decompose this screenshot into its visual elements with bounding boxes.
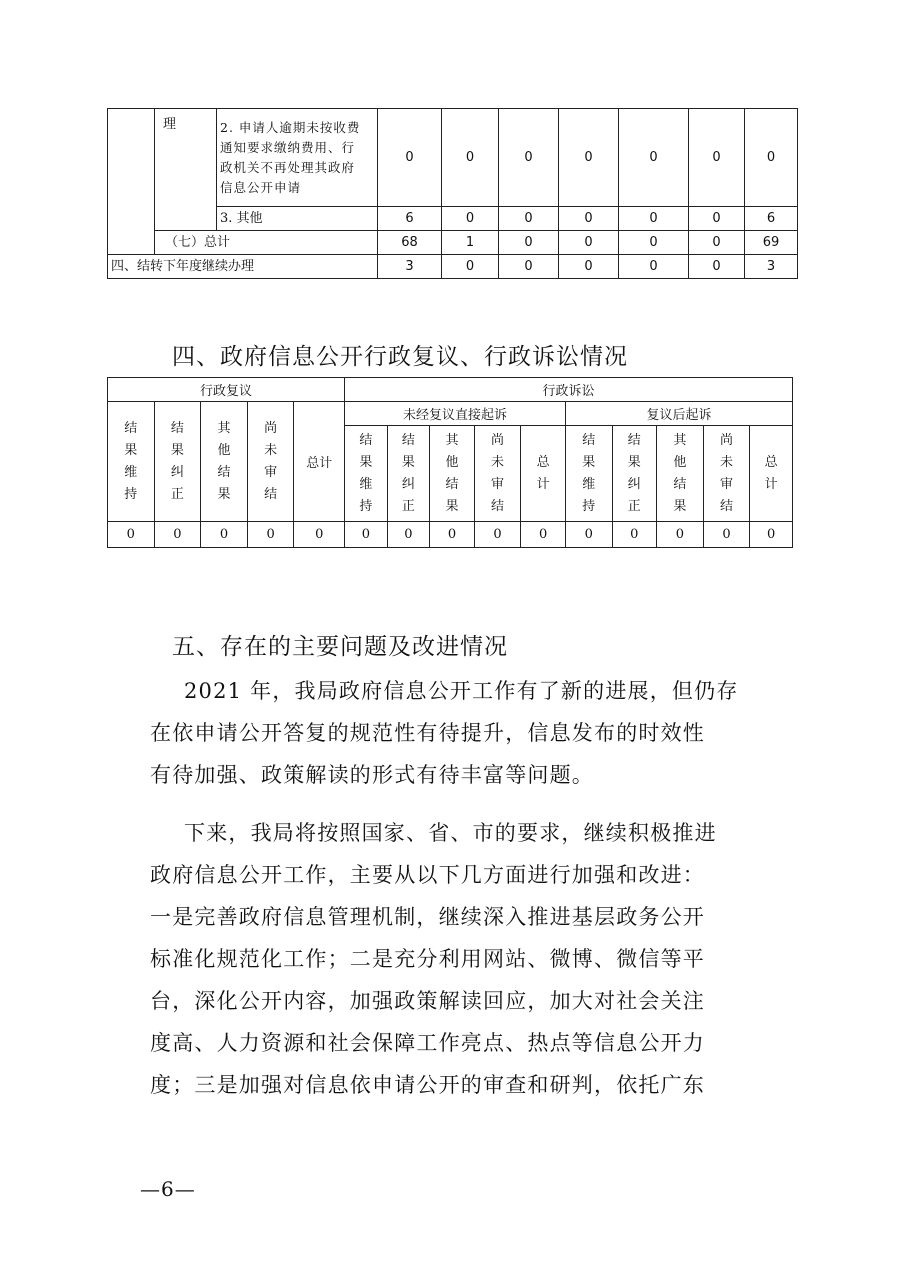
paragraph-line: 有待加强、政策解读的形式有待丰富等问题。 [150, 763, 594, 787]
paragraph-line: 标准化规范化工作；二是充分利用网站、微博、微信等平 [150, 947, 705, 971]
table-cell: 0 [750, 522, 793, 548]
column-header-text: 结果维持 [124, 420, 138, 502]
table-cell: 0 [387, 522, 430, 548]
table-cell: 0 [378, 109, 442, 207]
total-label: （七）总计 [155, 231, 378, 255]
column-header [657, 426, 704, 522]
row-label-line: 政机关不再处理其政府 [220, 159, 356, 175]
column-header-text: 结果维持 [359, 432, 373, 514]
column-header [108, 402, 155, 522]
paragraph-line: 度；三是加强对信息依申请公开的审查和研判，依托广东 [150, 1073, 705, 1097]
table-cell: 0 [703, 522, 750, 548]
column-header-text: 尚未审结 [719, 432, 733, 514]
column-header [750, 426, 793, 522]
table-cell: 0 [108, 522, 155, 548]
section-heading: 五、存在的主要问题及改进情况 [172, 634, 508, 660]
column-header [345, 426, 388, 522]
column-header [521, 426, 566, 522]
column-header [474, 426, 521, 522]
table-cell: 3 [745, 255, 798, 279]
table-cell: 0 [499, 207, 559, 231]
table-cell: 0 [689, 109, 745, 207]
table-cell [108, 231, 155, 255]
table-cell: 0 [745, 109, 798, 207]
table-cell: 0 [619, 109, 689, 207]
table-row [108, 378, 793, 402]
table-cell: 6 [745, 207, 798, 231]
paragraph [150, 670, 770, 796]
paragraph [150, 812, 770, 1106]
application-handling-table [107, 108, 798, 279]
table-cell: 0 [619, 207, 689, 231]
column-header [565, 426, 612, 522]
table-cell: 3 [378, 255, 442, 279]
paragraph-line: 度高、人力资源和社会保障工作亮点、热点等信息公开力 [150, 1031, 705, 1055]
column-header-text: 尚未审结 [264, 420, 278, 502]
table-cell: 0 [559, 207, 619, 231]
row-label-line: 信息公开申请 [220, 179, 302, 195]
table-cell: 0 [294, 522, 345, 548]
table-cell: 0 [657, 522, 704, 548]
table-cell: 0 [559, 109, 619, 207]
column-header [247, 402, 294, 522]
table-cell [155, 207, 217, 231]
column-group-header: 未经复议直接起诉 [345, 402, 566, 426]
table-cell: 0 [247, 522, 294, 548]
section-heading: 四、政府信息公开行政复议、行政诉讼情况 [172, 344, 628, 370]
row-label-line: 2. 申请人逾期未按收费 [220, 119, 361, 135]
table-cell [108, 109, 155, 207]
paragraph-line: 政府信息公开工作，主要从以下几方面进行加强和改进： [150, 863, 705, 887]
table-cell: 6 [378, 207, 442, 231]
table-row [108, 522, 793, 548]
table-cell: 0 [689, 207, 745, 231]
carryover-label: 四、结转下年度继续办理 [108, 255, 378, 279]
table-cell: 0 [154, 522, 201, 548]
column-header [201, 402, 248, 522]
table-cell: 0 [442, 109, 499, 207]
column-header-text: 结果维持 [582, 432, 596, 514]
column-header-text: 结果纠正 [627, 432, 641, 514]
column-header-text: 总计 [536, 454, 550, 492]
row-label-line: 通知要求缴纳费用、行 [220, 139, 356, 155]
row-label [217, 109, 378, 207]
table-cell: 0 [689, 231, 745, 255]
column-header [387, 426, 430, 522]
review-litigation-table [107, 377, 793, 548]
row-label: 3. 其他 [217, 207, 378, 231]
column-header-text: 结果纠正 [401, 432, 415, 514]
paragraph-line: 台，深化公开内容，加强政策解读回应，加大对社会关注 [150, 989, 705, 1013]
column-header [612, 426, 657, 522]
column-header-text: 其他结果 [673, 432, 687, 514]
table-cell: 0 [430, 522, 475, 548]
paragraph-line: 2021 年，我局政府信息公开工作有了新的进展，但仍存 [184, 679, 739, 703]
column-header-text: 其他结果 [217, 420, 231, 502]
table-row [108, 207, 798, 231]
table-row [108, 109, 798, 207]
table-cell: 0 [442, 207, 499, 231]
paragraph-line: 下来，我局将按照国家、省、市的要求，继续积极推进 [184, 821, 717, 845]
table-cell: 0 [612, 522, 657, 548]
table-cell: 0 [559, 231, 619, 255]
column-header [154, 402, 201, 522]
table-cell: 0 [559, 255, 619, 279]
column-group-header: 行政复议 [108, 378, 345, 402]
column-header [703, 426, 750, 522]
table-cell: 0 [619, 231, 689, 255]
column-header-text: 其他结果 [445, 432, 459, 514]
table-cell: 0 [499, 231, 559, 255]
table-cell: 0 [521, 522, 566, 548]
column-header-text: 总计 [764, 454, 778, 492]
table-cell: 0 [442, 255, 499, 279]
category-label: 理 [155, 109, 217, 207]
table-cell [108, 207, 155, 231]
table-row [108, 402, 793, 426]
column-group-header: 复议后起诉 [565, 402, 792, 426]
table-row [108, 255, 798, 279]
column-header [430, 426, 475, 522]
column-group-header: 行政诉讼 [345, 378, 793, 402]
column-header: 总计 [294, 402, 345, 522]
table-cell: 1 [442, 231, 499, 255]
page-number: —6— [140, 1177, 196, 1201]
table-cell: 0 [619, 255, 689, 279]
column-header-text: 尚未审结 [491, 432, 505, 514]
table-cell: 68 [378, 231, 442, 255]
table-row [108, 231, 798, 255]
table-cell: 0 [689, 255, 745, 279]
table-cell: 0 [499, 255, 559, 279]
paragraph-line: 在依申请公开答复的规范性有待提升，信息发布的时效性 [150, 721, 705, 745]
column-header-text: 结果纠正 [170, 420, 184, 502]
table-cell: 0 [345, 522, 388, 548]
table-cell: 0 [499, 109, 559, 207]
table-cell: 0 [474, 522, 521, 548]
table-cell: 0 [565, 522, 612, 548]
paragraph-line: 一是完善政府信息管理机制，继续深入推进基层政务公开 [150, 905, 705, 929]
table-cell: 69 [745, 231, 798, 255]
table-cell: 0 [201, 522, 248, 548]
